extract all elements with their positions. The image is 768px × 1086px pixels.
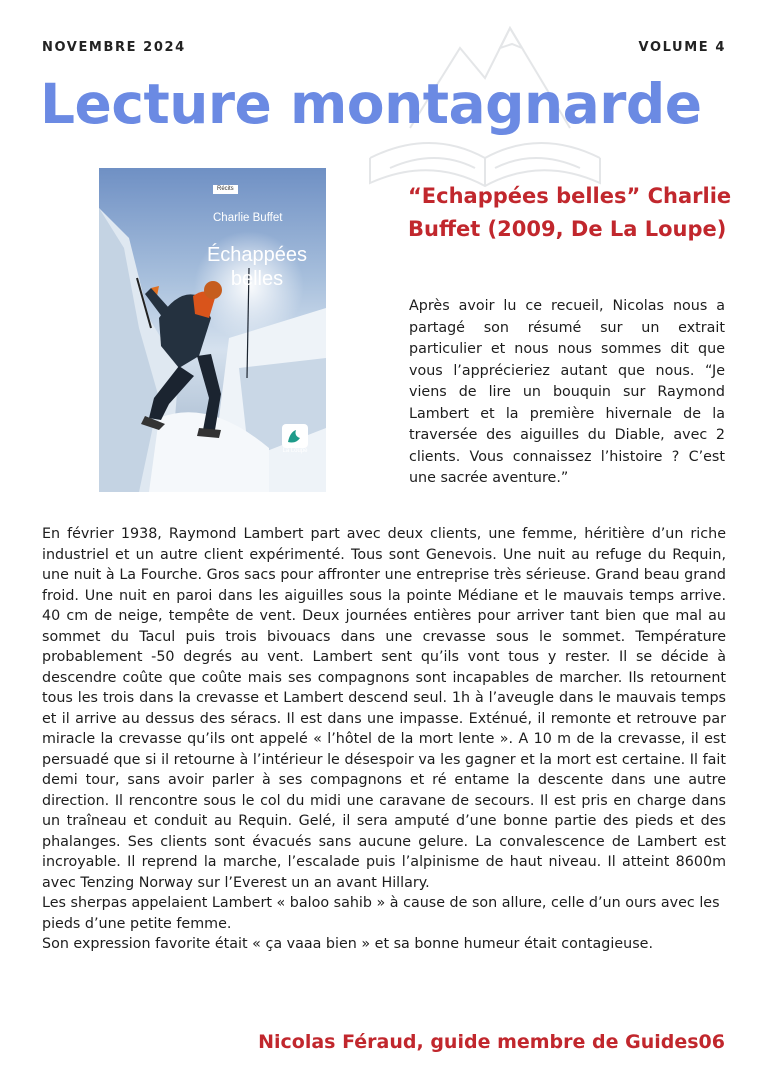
issue-volume: VOLUME 4 [638,40,726,55]
cover-publisher: La Loupe [282,448,308,454]
intro-paragraph: Après avoir lu ce recueil, Nicolas nous a partagé son résumé sur un extrait particulier et nous nous sommes dit que vous l’apprécieriez autant que nous. “Je viens de lire un bouquin sur Raymond Lambert et la première hivernale de la traversée des aiguilles du Diable, avec 2 clients. Vous connaissez l’histoire ? C’est une sacrée aventure.” [409,298,725,486]
issue-date: NOVEMBRE 2024 [42,40,186,55]
publisher-logo-icon [282,424,308,448]
story-paragraph: En février 1938, Raymond Lambert part avec deux clients, une femme, héritière d’un riche industriel et un autre client expérimenté. Tous sont Genevois. Une nuit au refuge du Requin, une nuit à La Fourche. Gros sacs pour affronter une entreprise très sérieuse. Grand beau grand froid. Une nuit en paroi dans les aiguilles sous la pointe Médiane et le mauvais temps arrive. 40 cm de neige, tempête de vent. Deux journées entières pour arriver tant bien que mal au sommet du Tacul puis trois bivouacs dans une crevasse sous le sommet. Température probablement -50 degrés au vent. Lambert sent qu’ils vont tous y rester. Il se décide à descendre coûte que coûte mais ses compagnons sont incapables de marcher. Ils retournent tous les trois dans la crevasse et Lambert descend seul. 1h à l’aveugle dans le mauvais temps et il arrive au dessus des séracs. Il est dans une impasse. Exténué, il remonte et retrouve par miracle la crevasse qu’ils ont appelé « l’hôtel de la mort lente ». A 10 m de la crevasse, il est persuadé que si il retourne à l’intérieur le désespoir va les gagner et la mort est certaine. Il fait demi tour, sans avoir parler à ses compagnons et ré entame la descente dans une autre direction. Il rencontre sous le col du midi une caravane de secours. Il est pris en charge dans un traîneau et conduit au Requin. Gelé, il sera amputé d’une bonne partie des pieds et des phalanges. Ses clients sont évacués sans aucune gelure. La convalescence de Lambert est incroyable. Il reprend la marche, l’escalade puis l’alpinisme de haut niveau. Il atteint 8600m avec Tenzing Norway sur l’Everest un an avant Hillary. [42,526,726,891]
cover-author: Charlie Buffet [213,212,283,224]
book-cover [99,168,326,492]
author-signature: Nicolas Féraud, guide membre de Guides06 [258,1031,725,1053]
book-title-heading: “Echappées belles” Charlie Buffet (2009, De La Loupe) [408,184,732,241]
cover-title: Échappées belles [206,244,308,290]
cover-genre-badge: Récits [213,185,238,194]
story-text [42,524,726,955]
newsletter-title: Lecture montagnarde [40,72,702,136]
story-paragraph: Les sherpas appelaient Lambert « baloo sahib » à cause de son allure, celle d’un ours avec les pieds d’une petite femme. [42,895,720,932]
story-paragraph: Son expression favorite était « ça vaaa bien » et sa bonne humeur était contagieuse. [42,936,653,952]
